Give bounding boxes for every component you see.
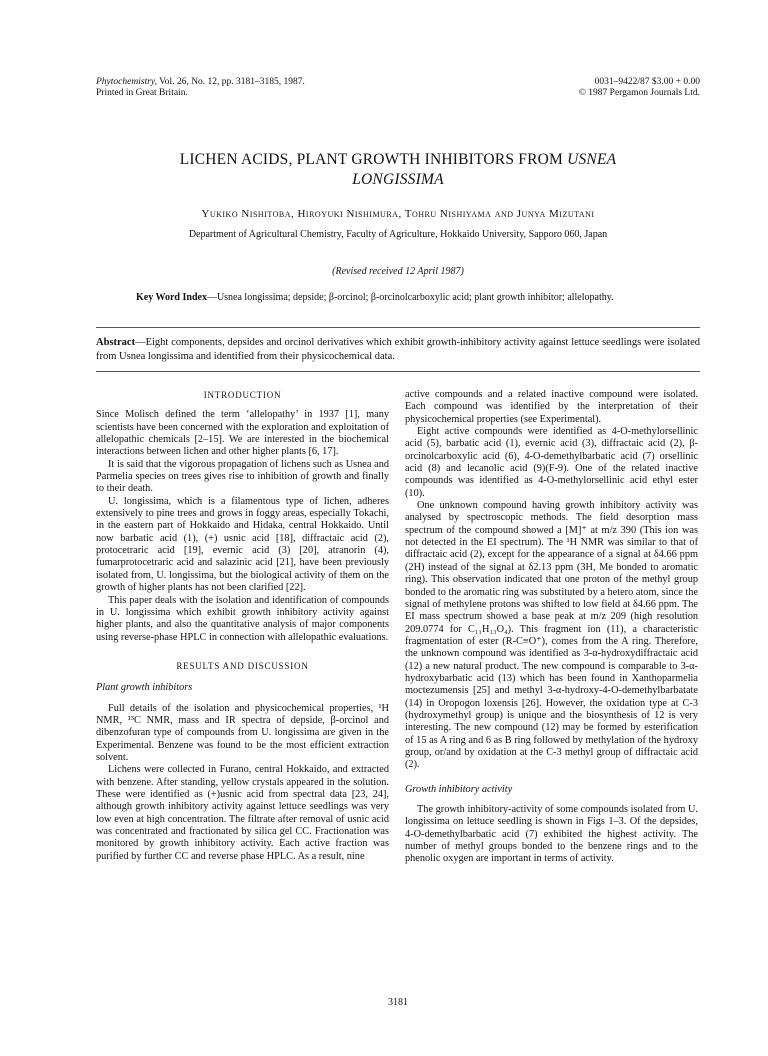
section-heading-results: RESULTS AND DISCUSSION — [176, 660, 309, 671]
paragraph: Lichens were collected in Furano, central Hokkaido, and extracted with benzene. After standing, yellow crystals appeared in the solution. These were identified as (+)usnic acid from spectral data [23, 24], although growth inhibitory activity against lettuce seedlings was very low even at high concentration. The filtrate after removal of usnic acid was concentrated and fractionated by silica gel CC. Fractionation was monitored by growth inhibitory activity. Each active fraction was purified by further CC and reverse phase HPLC. As a result, nine — [96, 764, 389, 862]
paragraph: active compounds and a related inactive compound were isolated. Each compound was identified by the interpretation of their physicochemical properties (see Experimental). — [405, 389, 698, 425]
keyword-index — [136, 291, 696, 305]
abstract-text: —Eight components, depsides and orcinol derivatives which exhibit growth-inhibitory activity against lettuce seedlings were isolated from Usnea longissima and identified from their physicochemical data. — [96, 337, 700, 362]
affiliation: Department of Agricultural Chemistry, Faculty of Agriculture, Hokkaido University, Sapporo 060, Japan — [188, 229, 608, 240]
paragraph: This paper deals with the isolation and identification of compounds in U. longissima which exhibit growth inhibitory activity against higher plants, and also the quantitative analysis of major components using reverse-phase HPLC in connection with allelopathic evaluations. — [96, 594, 389, 643]
paragraph: U. longissima, which is a filamentous type of lichen, adheres extensively to pine trees and grows in foggy areas, especially Tokachi, in the eastern part of Hokkaido and Hidaka, central Hokkaido. Until now barbatic acid (1), (+) usnic acid [18], diffractaic acid (2), protocetraric acid [19], evernic acid (3) [20], atranorin (4), fumarprotocetraric acid and salazinic acid [21], have been previously isolated from, U. longissima, but the biological activity of them on the growth of higher plants has not been clarified [22]. — [96, 495, 389, 594]
revised-label: (Revised received — [332, 266, 403, 277]
abstract-rule-bottom — [96, 371, 700, 372]
paragraph: It is said that the vigorous propagation of lichens such as Usnea and Parmelia species on trees gives rise to inhibition of growth and finally to their death. — [96, 458, 389, 495]
paragraph: One unknown compound having growth inhibitory activity was analysed by spectroscopic methods. The field desorption mass spectrum of the compound showed a [M]⁺ at m/z 390 (This ion was not detected in the EI spectrum). The ¹H NMR was similar to that of diffractaic acid (2), except for the appearance of a signal at δ4.66 ppm (2H) instead of the signal at δ2.13 ppm (3H, Me bonded to aromatic ring). This observation indicated that one proton of the methyl group bonded to the aromatic ring was substituted by a hetero atom, since the signal of methylene protons was shifted to low field at δ4.66 ppm. The EI mass spectrum showed a base peak at m/z 209 (high resolution 209.0774 for C₁₁H₁₃O₄). This fragment ion (11), a characteristic fragmentation of ester (R-C≡O⁺), comes from the A ring. Therefore, the unknown compound was identified as 3-α-hydroxydiffractaic acid (12) a new natural product. The new compound is comparable to 3-α-hydroxybarbatic acid (13) which has been found in Xanthoparmelia moctezumensis [25] and methyl 3-α-hydroxy-4-O-demethylbarbatate (14) in Oropogon loxensis [26]. However, the oxidation type at C-3 (hydroxymethyl group) is unique and the biosynthesis of 12 is very interesting. The new compound (12) may be formed by esterification of 15 as A ring and 6 as B ring followed by methylation of the hydroxy group, or/and by oxidation at the C-3 methyl group of diffractaic acid (2). — [405, 500, 698, 771]
title-italic-1: USNEA — [567, 151, 617, 168]
journal-name: Phytochemistry, — [96, 77, 157, 87]
printed-in: Printed in Great Britain. — [96, 88, 188, 98]
title-line-1: LICHEN ACIDS, PLANT GROWTH INHIBITORS FROM — [179, 151, 563, 168]
paragraph: Since Molisch defined the term ‘allelopathy’ in 1937 [1], many scientists have been concerned with the exploration and exploitation of allelopathic chemicals [2–15]. We are interested in the biochemical interactions between lichen and other higher plants [6, 17]. — [96, 409, 389, 458]
publisher-header — [500, 77, 700, 99]
page-number: 3181 — [388, 997, 408, 1008]
keyword-label: Key Word Index — [136, 292, 207, 303]
price-code: 0031–9422/87 $3.00 + 0.00 — [594, 77, 700, 87]
revised-date — [96, 266, 700, 277]
paragraph: Eight active compounds were identified as 4-O-methylorsellinic acid (5), barbatic acid (1), evernic acid (3), diffractaic acid (2), β-orcinolcarboxylic acid (6), 4-O-demethylbarbatic acid (7) orsellinic acid (8) and lecanolic acid (9)(F-9). One of the related inactive compounds was identified as 4-O-methylorsellinic acid ethyl ester (10). — [405, 426, 698, 499]
journal-citation: Vol. 26, No. 12, pp. 3181–3185, 1987. — [159, 77, 305, 87]
subheading-plant-growth: Plant growth inhibitors — [96, 682, 193, 694]
revised-value: 12 April 1987) — [405, 266, 464, 277]
paper-title — [96, 150, 700, 190]
right-column — [405, 389, 698, 866]
journal-header — [96, 77, 436, 99]
subheading-growth-inhibitory: Growth inhibitory activity — [405, 783, 513, 795]
paragraph: Full details of the isolation and physicochemical properties, ¹H NMR, ¹³C NMR, mass and IR spectra of depside, β-orcinol and dibenzofuran type of compounds from U. longissima are given in the Experimental. Benzene was found to be the most efficient extraction solvent. — [96, 702, 389, 763]
paragraph: The growth inhibitory-activity of some compounds isolated from U. longissima on lettuce seedling is shown in Figs 1–3. Of the depsides, 4-O-demethylbarbatic acid (7) exhibited the highest activity. The number of methyl groups bonded to the benzene rings and to the phenolic oxygen are important in terms of activity. — [405, 804, 698, 865]
abstract-rule-top — [96, 327, 700, 328]
author-list: Yukiko Nishitoba, Hiroyuki Nishimura, Tohru Nishiyama and Junya Mizutani — [201, 208, 595, 220]
abstract-label: Abstract — [96, 337, 136, 348]
section-heading-introduction: INTRODUCTION — [203, 390, 282, 400]
abstract — [96, 336, 700, 364]
title-line-2: LONGISSIMA — [352, 171, 444, 188]
keyword-text: —Usnea longissima; depside; β-orcinol; β-orcinolcarboxylic acid; plant growth inhibitor; allelopathy. — [206, 292, 614, 303]
left-column — [96, 389, 389, 863]
copyright: © 1987 Pergamon Journals Ltd. — [578, 88, 700, 98]
